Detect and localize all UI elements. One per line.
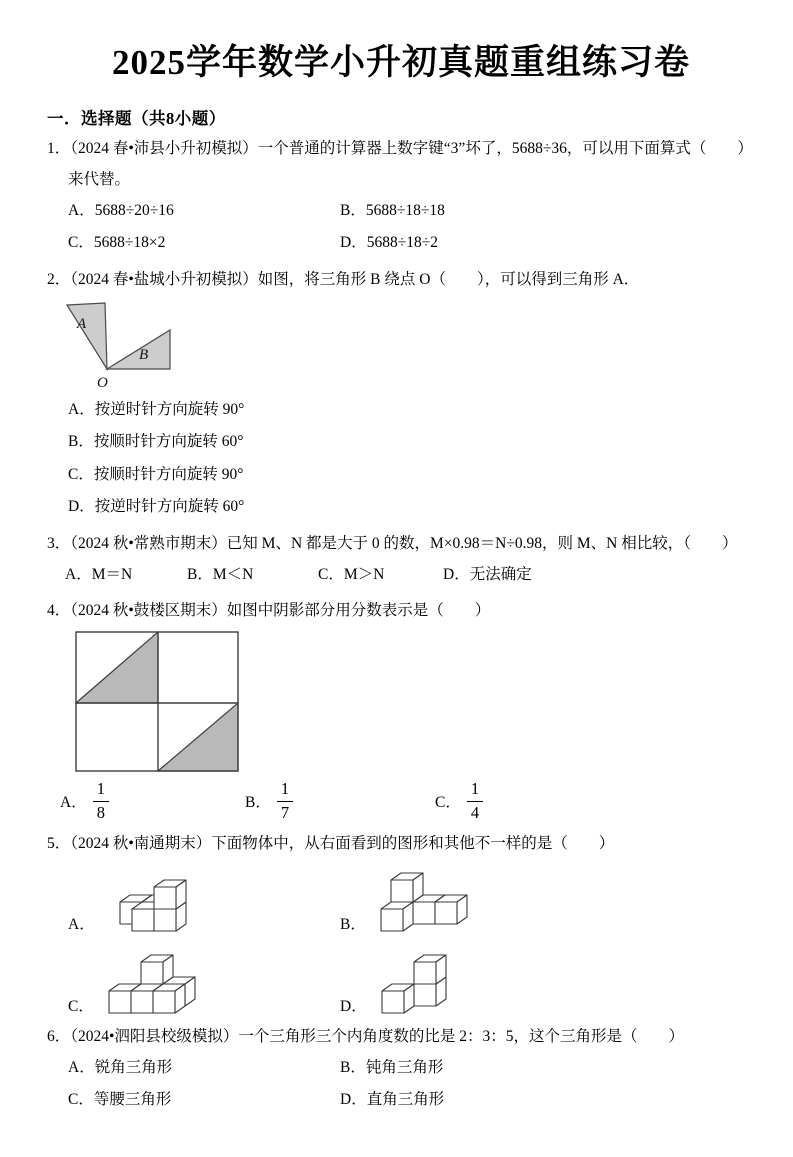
question-3-option-b: B．M＜N [187, 565, 254, 583]
shaded-triangle-top-left [76, 632, 158, 703]
question-5-figure-b [340, 869, 755, 935]
figure-c-label: C． [68, 997, 94, 1015]
question-3-text: 3．（2024 秋•常熟市期末）已知 M、N 都是大于 0 的数，M×0.98＝N÷0.98，则 M、N 相比较，（ ） [47, 534, 738, 552]
question-4-text: 4．（2024 秋•鼓楼区期末）如图中阴影部分用分数表示是（ ） [47, 602, 491, 620]
question-5-figures [47, 869, 755, 1017]
question-6-option-a: A．锐角三角形 [68, 1058, 173, 1076]
question-2-option-c: C．按顺时针方向旋转 90° [68, 465, 244, 483]
question-4-options [47, 779, 755, 823]
question-5-figure-c [68, 951, 340, 1017]
figure-d-label: D． [340, 997, 367, 1015]
question-3-option-d: D．无法确定 [443, 565, 532, 583]
question-6-options [47, 1052, 755, 1117]
question-6-option-c: C．等腰三角形 [68, 1091, 172, 1108]
question-5 [47, 828, 755, 1017]
question-1 [47, 133, 755, 260]
fraction-one-quarter: $\frac{1}{4}$ [467, 779, 483, 823]
cube-stack-figure-b [378, 869, 490, 935]
section-heading: 一．选择题（共8小题） [47, 108, 226, 128]
question-2-option-d: D．按逆时针方向旋转 60° [68, 498, 245, 516]
question-6-text: 6．（2024•泗阳县校级模拟）一个三角形三个内角度数的比是 2：3：5，这个三角形是（ ） [47, 1027, 685, 1045]
question-1-options [47, 195, 755, 260]
triangle-b-label: B [139, 346, 149, 363]
option-c-label: C． [435, 794, 461, 812]
question-4-option-c [435, 779, 483, 823]
question-3-option-a: A．M＝N [65, 565, 133, 583]
figure-a-label: A． [68, 915, 95, 933]
question-3 [47, 528, 755, 592]
triangle-a-shape [67, 303, 107, 369]
question-1-text: 1．（2024 春•沛县小升初模拟）一个普通的计算器上数字键“3”坏了，5688÷36，可以用下面算式（ ）来代替。 [47, 139, 753, 188]
cube-stack-figure-d [379, 951, 491, 1017]
question-1-option-c: C．5688÷18×2 [68, 234, 166, 252]
question-2 [47, 264, 755, 524]
question-1-option-b: B．5688÷18÷18 [340, 201, 445, 219]
triangle-a-label: A [77, 315, 87, 332]
point-o-label: O [97, 374, 108, 391]
question-2-options [47, 394, 755, 524]
question-5-text: 5．（2024 秋•南通期末）下面物体中，从右面看到的图形和其他不一样的是（ ） [47, 834, 615, 852]
option-a-label: A． [60, 794, 87, 812]
question-5-figure-a [68, 869, 340, 935]
cube-stack-figure-c [106, 951, 218, 1017]
shaded-fraction-figure [75, 631, 240, 773]
question-4 [47, 595, 755, 823]
question-3-options [47, 559, 755, 592]
page-title: 2025学年数学小升初真题重组练习卷 [111, 43, 690, 82]
question-6-option-b: B．钝角三角形 [340, 1058, 444, 1076]
fraction-one-seventh: $\frac{1}{7}$ [277, 779, 293, 823]
question-2-text: 2．（2024 春•盐城小升初模拟）如图，将三角形 B 绕点 O（ ），可以得到三角形 A． [47, 270, 640, 288]
figure-b-label: B． [340, 915, 366, 933]
shaded-triangle-bottom-right [158, 703, 238, 771]
question-1-option-a: A．5688÷20÷16 [68, 201, 174, 219]
rotation-triangles-figure [55, 298, 205, 393]
fraction-one-eighth: $\frac{1}{8}$ [93, 779, 109, 823]
question-5-figure-d [340, 951, 755, 1017]
question-3-option-c: C．M＞N [318, 565, 385, 583]
question-6 [47, 1021, 755, 1117]
question-1-option-d: D．5688÷18÷2 [340, 234, 438, 252]
question-4-option-a [60, 779, 245, 823]
question-6-option-d: D．直角三角形 [340, 1091, 445, 1108]
question-2-option-b: B．按顺时针方向旋转 60° [68, 433, 244, 451]
question-4-option-b [245, 779, 435, 823]
question-2-option-a: A．按逆时针方向旋转 90° [68, 400, 245, 418]
option-b-label: B． [245, 794, 271, 812]
cube-stack-figure-a [107, 869, 219, 935]
